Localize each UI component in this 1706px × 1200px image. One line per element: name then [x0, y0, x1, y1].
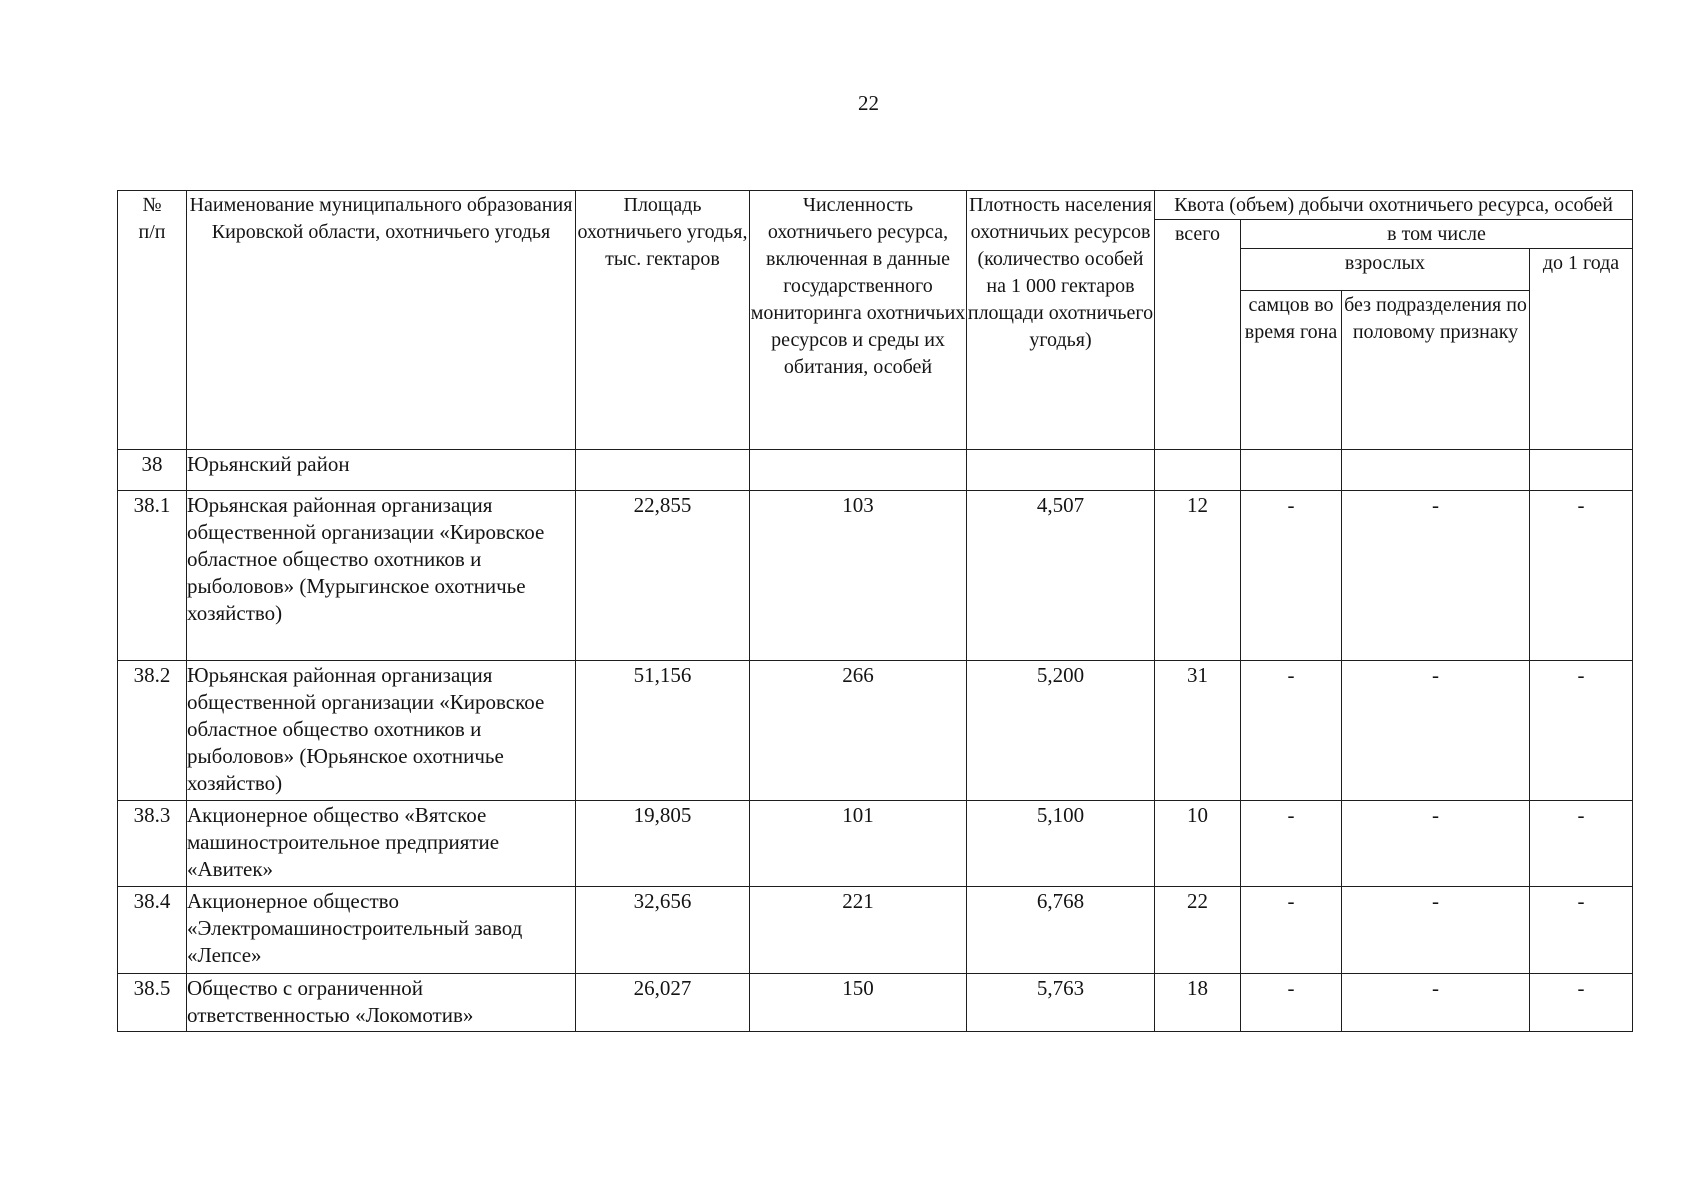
row-quota-males-rut: -	[1241, 887, 1342, 974]
row-density: 4,507	[967, 491, 1155, 661]
row-count: 101	[750, 801, 967, 887]
region-name: Юрьянский район	[187, 450, 576, 491]
row-count: 266	[750, 661, 967, 801]
row-quota-no-sex-division: -	[1342, 661, 1530, 801]
row-name: Акционерное общество «Электромашиностроительный завод «Лепсе»	[187, 887, 576, 974]
row-area: 32,656	[576, 887, 750, 974]
row-quota-total: 31	[1155, 661, 1241, 801]
header-area: Площадь охотничьего угодья, тыс. гектаров	[576, 191, 750, 450]
table-header	[118, 191, 1633, 450]
row-quota-total: 22	[1155, 887, 1241, 974]
row-area: 22,855	[576, 491, 750, 661]
header-no-sex-division: без подразделения по половому признаку	[1342, 291, 1530, 450]
row-area: 19,805	[576, 801, 750, 887]
row-quota-total: 18	[1155, 974, 1241, 1032]
row-density: 6,768	[967, 887, 1155, 974]
row-name: Юрьянская районная организация общественной организации «Кировское областное общество охотников и рыболовов» (Юрьянское охотничье хозяйство)	[187, 661, 576, 801]
row-quota-total: 10	[1155, 801, 1241, 887]
row-number: 38.5	[118, 974, 187, 1032]
header-adults: взрослых	[1241, 249, 1530, 291]
row-density: 5,100	[967, 801, 1155, 887]
header-name: Наименование муниципального образования Кировской области, охотничьего угодья	[187, 191, 576, 450]
row-area: 51,156	[576, 661, 750, 801]
table-cell	[1342, 450, 1530, 491]
row-count: 150	[750, 974, 967, 1032]
table-row	[118, 974, 1633, 1032]
row-quota-no-sex-division: -	[1342, 974, 1530, 1032]
header-including: в том числе	[1241, 220, 1633, 249]
header-number-symbol: №	[142, 194, 162, 216]
header-males-rut: самцов во время гона	[1241, 291, 1342, 450]
row-quota-total: 12	[1155, 491, 1241, 661]
row-quota-under-one-year: -	[1530, 974, 1633, 1032]
table-cell	[1155, 450, 1241, 491]
row-number: 38.3	[118, 801, 187, 887]
table-row	[118, 661, 1633, 801]
table-cell	[1241, 450, 1342, 491]
row-name: Юрьянская районная организация общественной организации «Кировское областное общество охотников и рыболовов» (Мурыгинское охотничье хозяйство)	[187, 491, 576, 661]
row-count: 103	[750, 491, 967, 661]
region-number: 38	[118, 450, 187, 491]
table-row	[118, 887, 1633, 974]
page-number: 22	[858, 91, 879, 115]
row-density: 5,200	[967, 661, 1155, 801]
header-quota: Квота (объем) добычи охотничьего ресурса, особей	[1155, 191, 1633, 220]
row-number: 38.1	[118, 491, 187, 661]
header-number-abbr: п/п	[138, 221, 166, 243]
table-cell	[576, 450, 750, 491]
table-row	[118, 491, 1633, 661]
header-under-one-year: до 1 года	[1530, 249, 1633, 450]
row-quota-under-one-year: -	[1530, 491, 1633, 661]
region-row	[118, 450, 1633, 491]
row-count: 221	[750, 887, 967, 974]
header-density: Плотность населения охотничьих ресурсов (количество особей на 1 000 гектаров площади охотничьего угодья)	[967, 191, 1155, 450]
row-quota-under-one-year: -	[1530, 887, 1633, 974]
row-number: 38.2	[118, 661, 187, 801]
row-name: Акционерное общество «Вятское машиностроительное предприятие «Авитек»	[187, 801, 576, 887]
row-quota-males-rut: -	[1241, 801, 1342, 887]
header-number	[118, 191, 187, 450]
row-quota-males-rut: -	[1241, 661, 1342, 801]
table-cell	[1530, 450, 1633, 491]
header-count: Численность охотничьего ресурса, включенная в данные государственного мониторинга охотничьих ресурсов и среды их обитания, особей	[750, 191, 967, 450]
row-quota-no-sex-division: -	[1342, 887, 1530, 974]
row-quota-under-one-year: -	[1530, 801, 1633, 887]
table-row	[118, 801, 1633, 887]
row-quota-under-one-year: -	[1530, 661, 1633, 801]
row-quota-no-sex-division: -	[1342, 491, 1530, 661]
row-number: 38.4	[118, 887, 187, 974]
table-cell	[750, 450, 967, 491]
row-area: 26,027	[576, 974, 750, 1032]
table-body	[118, 450, 1633, 1032]
row-name: Общество с ограниченной ответственностью «Локомотив»	[187, 974, 576, 1032]
header-total: всего	[1155, 220, 1241, 450]
row-quota-males-rut: -	[1241, 491, 1342, 661]
row-quota-males-rut: -	[1241, 974, 1342, 1032]
hunting-quota-table	[117, 190, 1633, 1032]
row-density: 5,763	[967, 974, 1155, 1032]
row-quota-no-sex-division: -	[1342, 801, 1530, 887]
table-cell	[967, 450, 1155, 491]
